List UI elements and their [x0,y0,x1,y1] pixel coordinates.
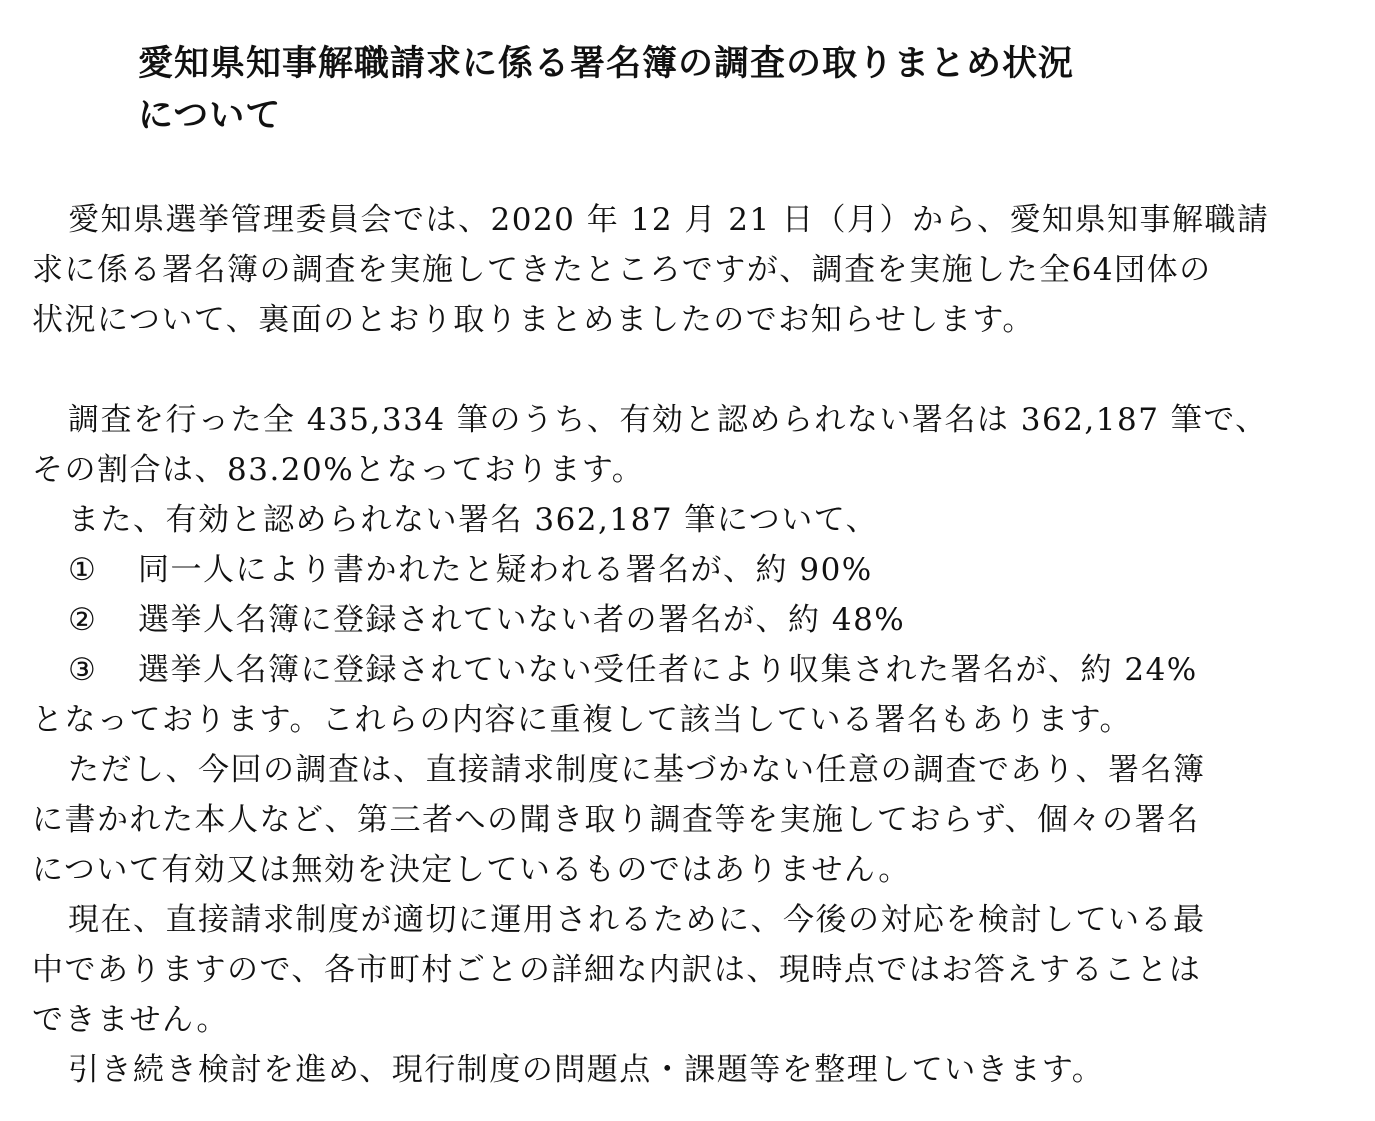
list-item-text: 選挙人名簿に登録されていない受任者により収集された署名が、約 24% [138,652,1198,688]
list-item-text: 同一人により書かれたと疑われる署名が、約 90% [138,552,873,588]
paragraph-4-line-2: に書かれた本人など、第三者への聞き取り調査等を実施しておらず、個々の署名 [32,802,1200,838]
paragraph-5-line-2: 中でありますので、各市町村ごとの詳細な内訳は、現時点ではお答えすることは [32,952,1202,988]
title-line-1: 愛知県知事解職請求に係る署名簿の調査の取りまとめ状況 [138,44,1075,84]
list-item [68,550,873,590]
paragraph-2-line-1: 調査を行った全 435,334 筆のうち、有効と認められない署名は 362,187 筆で、 [68,402,1268,438]
paragraph-4-line-1: ただし、今回の調査は、直接請求制度に基づかない任意の調査であり、署名簿 [68,752,1206,788]
list-item [68,650,1198,690]
paragraph-5-line-1: 現在、直接請求制度が適切に運用されるために、今後の対応を検討している最 [68,902,1206,938]
document-title [138,38,1238,142]
paragraph-1-line-1: 愛知県選挙管理委員会では、2020 年 12 月 21 日（月）から、愛知県知事解職請 [68,202,1270,238]
list-item [68,600,905,640]
paragraph-5-line-3: できません。 [32,1002,229,1038]
paragraph-3-end: となっております。これらの内容に重複して該当している署名もあります。 [32,702,1133,738]
title-line-2: について [138,96,282,136]
paragraph-4-line-3: について有効又は無効を決定しているものではありません。 [32,852,911,888]
paragraph-6: 引き続き検討を進め、現行制度の問題点・課題等を整理していきます。 [68,1052,1105,1088]
list-item-text: 選挙人名簿に登録されていない者の署名が、約 48% [138,602,906,638]
paragraph-2-line-2: その割合は、83.20%となっております。 [32,452,645,488]
list-item-number: ① [68,552,98,588]
list-item-number: ③ [68,652,98,688]
paragraph-1-line-3: 状況について、裏面のとおり取りまとめましたのでお知らせします。 [32,302,1035,338]
list-item-number: ② [68,602,98,638]
paragraph-3-intro: また、有効と認められない署名 362,187 筆について、 [68,502,879,538]
paragraph-1-line-2: 求に係る署名簿の調査を実施してきたところですが、調査を実施した全64団体の [32,252,1212,288]
